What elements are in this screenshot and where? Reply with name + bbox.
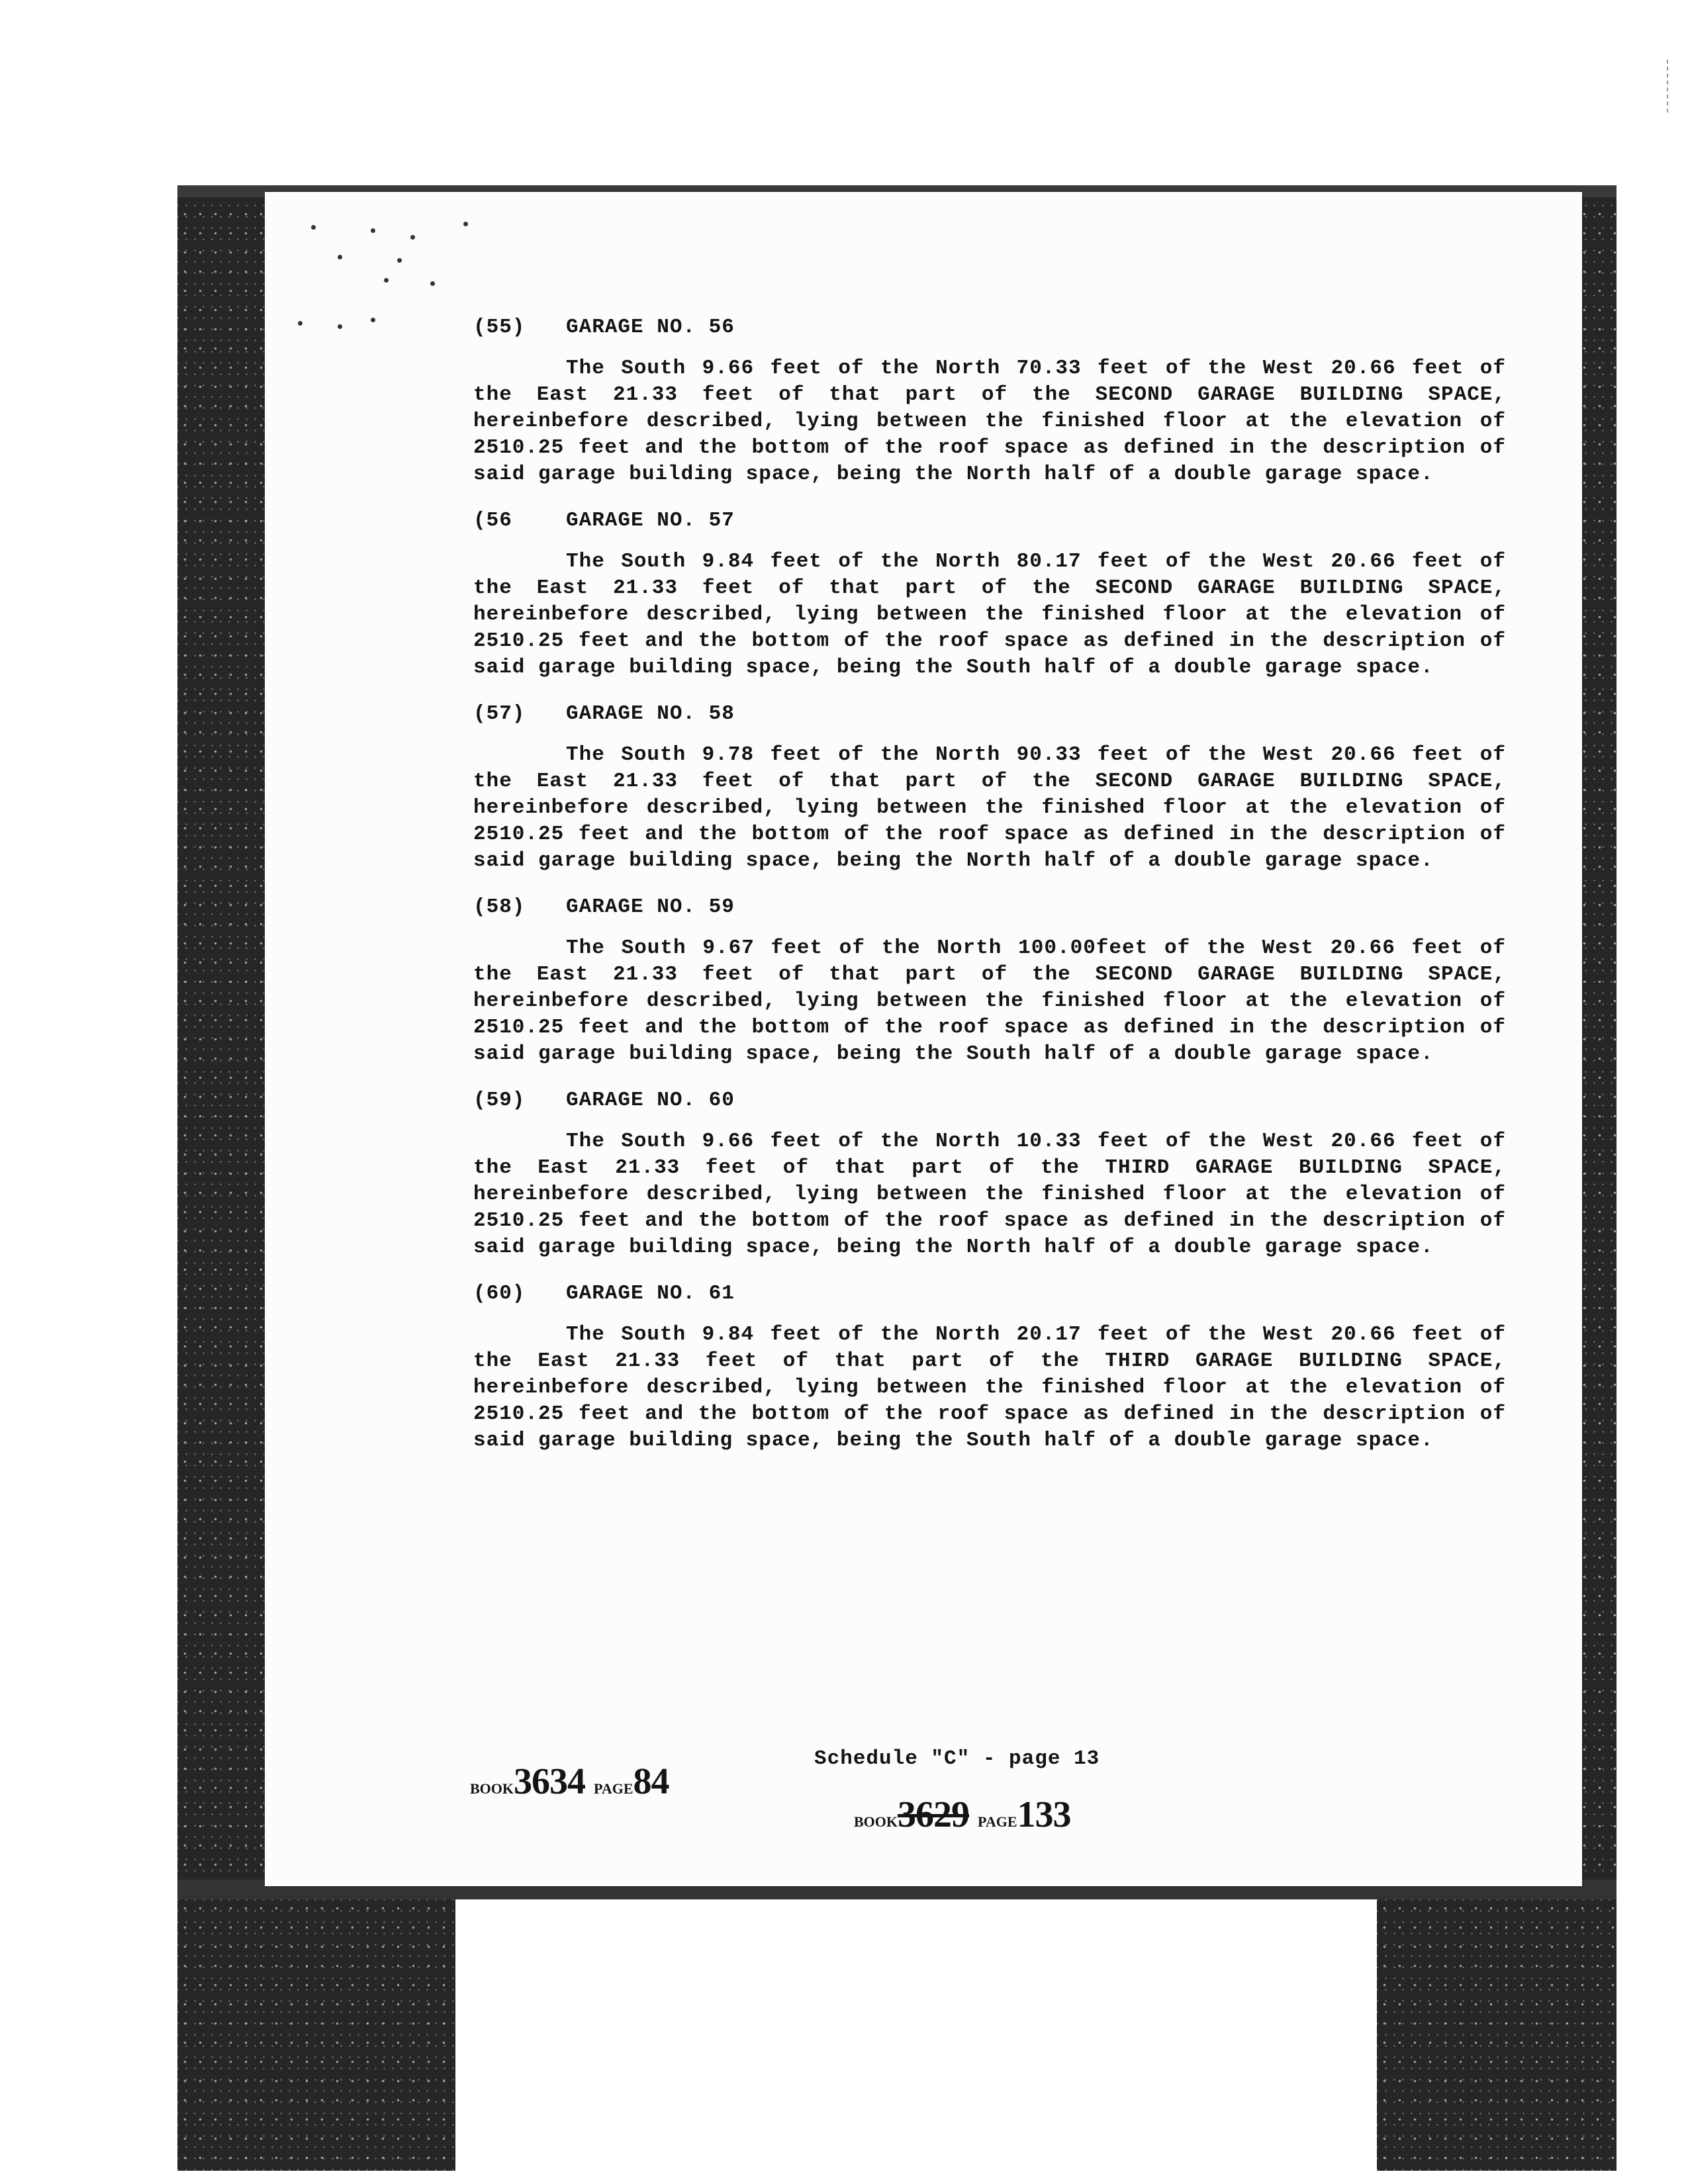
page-label: PAGE [978,1813,1017,1830]
book-label: BOOK [854,1813,898,1830]
section-text: The South 9.67 feet of the North 100.00feet of the West 20.66 feet of the East 21.33 feet of that part of the SECOND GARAGE BUILDING SPACE, hereinbefore described, lying between the finished floor at the elevation of 2510.25 feet and the bottom of the roof space as defined in the description of said garage building space, being the South half of a double garage space. [473,936,1506,1066]
section-garage-58 [473,701,1506,874]
book-label: BOOK [470,1780,514,1797]
section-title: GARAGE NO. 56 [566,316,735,339]
section-text: The South 9.66 feet of the North 10.33 feet of the West 20.66 feet of the East 21.33 feet of that part of the THIRD GARAGE BUILDING SPACE, hereinbefore described, lying between the finished floor at the elevation of 2510.25 feet and the bottom of the roof space as defined in the description of said garage building space, being the North half of a double garage space. [473,1130,1506,1259]
page-number: 133 [1017,1794,1071,1835]
scan-border-right [1577,185,1617,2171]
section-heading [473,894,1506,921]
section-garage-61 [473,1281,1506,1454]
section-heading [473,1087,1506,1114]
document-body [473,314,1506,1474]
section-number: (60) [473,1282,526,1305]
scan-border-bottom-left [177,1880,455,2171]
section-title: GARAGE NO. 61 [566,1282,735,1305]
page-label: PAGE [594,1780,633,1797]
page-footer [470,1734,1331,1833]
section-heading [473,1281,1506,1307]
book-number: 3629 [898,1794,970,1835]
section-number: (56 [473,509,512,532]
book-number: 3634 [514,1761,586,1802]
section-title: GARAGE NO. 57 [566,509,735,532]
section-garage-60 [473,1087,1506,1261]
section-title: GARAGE NO. 59 [566,895,735,919]
section-number: (58) [473,895,526,919]
section-garage-56 [473,314,1506,488]
section-text: The South 9.78 feet of the North 90.33 feet of the West 20.66 feet of the East 21.33 feet of that part of the SECOND GARAGE BUILDING SPACE, hereinbefore described, lying between the finished floor at the elevation of 2510.25 feet and the bottom of the roof space as defined in the description of said garage building space, being the North half of a double garage space. [473,743,1506,872]
section-title: GARAGE NO. 58 [566,702,735,725]
book-page-stamp-current [470,1760,669,1803]
edge-marks [1667,60,1675,113]
scan-border-left [177,185,270,2171]
section-heading [473,701,1506,727]
scan-border-bottom-right [1377,1880,1617,2171]
section-number: (55) [473,316,526,339]
page-number: 84 [633,1761,669,1802]
section-text: The South 9.84 feet of the North 20.17 feet of the West 20.66 feet of the East 21.33 feet of that part of the THIRD GARAGE BUILDING SPACE, hereinbefore described, lying between the finished floor at the elevation of 2510.25 feet and the bottom of the roof space as defined in the description of said garage building space, being the South half of a double garage space. [473,1323,1506,1452]
schedule-page-label: Schedule "C" - page 13 [814,1747,1100,1770]
section-text: The South 9.84 feet of the North 80.17 feet of the West 20.66 feet of the East 21.33 feet of that part of the SECOND GARAGE BUILDING SPACE, hereinbefore described, lying between the finished floor at the elevation of 2510.25 feet and the bottom of the roof space as defined in the description of said garage building space, being the South half of a double garage space. [473,550,1506,679]
section-text: The South 9.66 feet of the North 70.33 feet of the West 20.66 feet of the East 21.33 feet of that part of the SECOND GARAGE BUILDING SPACE, hereinbefore described, lying between the finished floor at the elevation of 2510.25 feet and the bottom of the roof space as defined in the description of said garage building space, being the North half of a double garage space. [473,357,1506,486]
scan-dots [298,218,496,331]
section-title: GARAGE NO. 60 [566,1089,735,1112]
section-number: (59) [473,1089,526,1112]
section-garage-57 [473,508,1506,681]
section-number: (57) [473,702,526,725]
book-page-stamp-superseded [854,1794,1071,1836]
section-heading [473,508,1506,534]
section-heading [473,314,1506,341]
section-garage-59 [473,894,1506,1068]
